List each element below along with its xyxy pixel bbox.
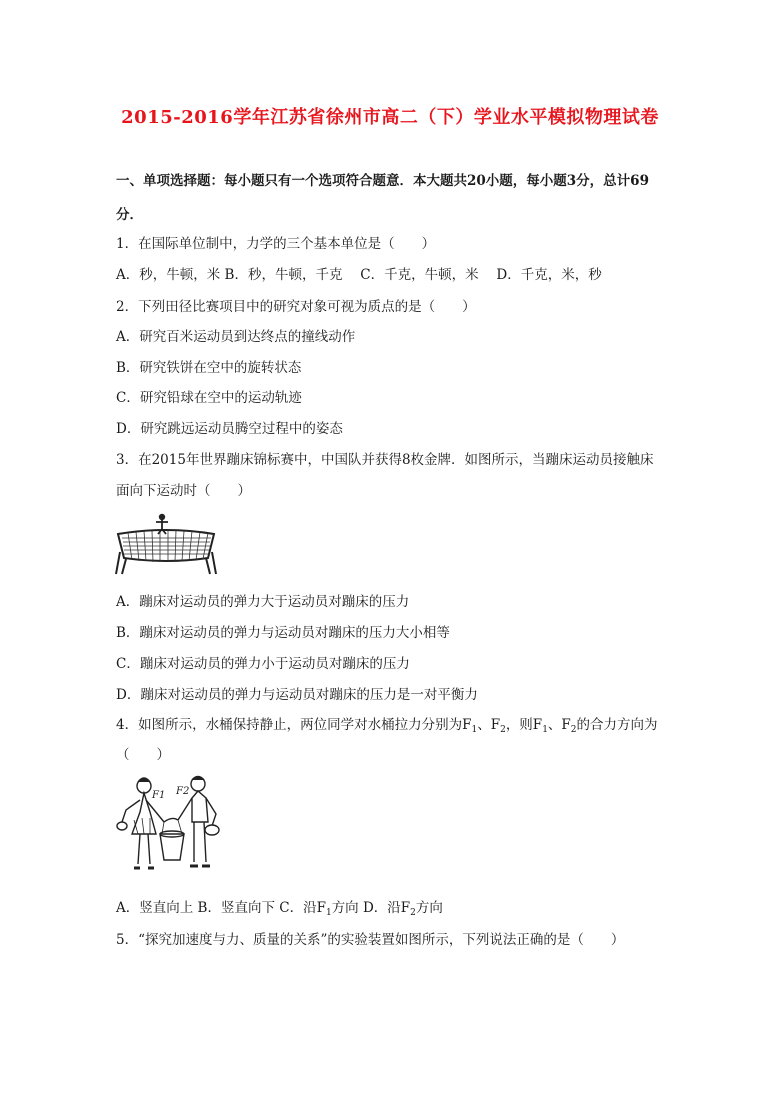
q2-option-d: D．研究跳远运动员腾空过程中的姿态 [116, 421, 343, 437]
q4-stem-part3: 的合力方向为 [576, 717, 658, 733]
q3-option-d: D．蹦床对运动员的弹力与运动员对蹦床的压力是一对平衡力 [116, 687, 478, 703]
q5-stem: 5．“探究加速度与力、质量的关系”的实验装置如图所示，下列说法正确的是（ ） [116, 932, 625, 948]
q4-stem-sub4: 2 [570, 725, 577, 735]
q4-stem-line2: （ ） [116, 747, 170, 763]
q4-opt-part2: 方向 D．沿F [331, 900, 411, 916]
q4-opt-part1: A．竖直向上 B．竖直向下 C．沿F [116, 900, 326, 916]
q2-stem: 2．下列田径比赛项目中的研究对象可视为质点的是（ ） [116, 299, 476, 315]
q1-options: A．秒，牛顿，米 B．秒，牛顿，千克 C．千克，牛顿，米 D．千克，米，秒 [116, 267, 602, 283]
q4-stem-sub3: 1 [542, 725, 548, 735]
q2-option-b: B．研究铁饼在空中的旋转状态 [116, 360, 302, 376]
f2-label: F2 [176, 786, 190, 797]
q2-option-a: A．研究百米运动员到达终点的撞线动作 [116, 329, 356, 345]
q4-opt-sub1: 1 [325, 908, 332, 918]
q4-options [116, 899, 443, 922]
section-heading-line1: 一、单项选择题：每小题只有一个选项符合题意．本大题共20小题，每小题3分，总计69 [116, 173, 649, 189]
bucket-pull-figure [112, 772, 228, 884]
q3-option-a: A．蹦床对运动员的弹力大于运动员对蹦床的压力 [116, 594, 410, 610]
trampoline-figure [112, 512, 220, 576]
q4-stem-sub1: 1 [471, 725, 478, 735]
q4-opt-part3: 方向 [415, 900, 443, 916]
q4-stem-part1: 4．如图所示，水桶保持静止，两位同学对水桶拉力分别为F [116, 717, 472, 733]
q4-stem-line1 [116, 716, 658, 739]
q4-stem-sub2: 2 [500, 725, 506, 735]
q2-option-c: C．研究铅球在空中的运动轨迹 [116, 390, 302, 406]
q3-option-c: C．蹦床对运动员的弹力小于运动员对蹦床的压力 [116, 656, 410, 672]
q4-stem-sep2: 、F [547, 717, 571, 733]
q4-stem-part2: ，则F [505, 717, 543, 733]
q3-option-b: B．蹦床对运动员的弹力与运动员对蹦床的压力大小相等 [116, 625, 450, 641]
q1-stem: 1．在国际单位制中，力学的三个基本单位是（ ） [116, 236, 436, 252]
f1-label: F1 [152, 790, 166, 801]
section-heading-line2: 分． [116, 207, 143, 223]
exam-title: 2015-2016学年江苏省徐州市高二（下）学业水平模拟物理试卷 [121, 107, 659, 128]
q4-stem-sep: 、F [477, 717, 501, 733]
q4-opt-sub2: 2 [410, 908, 416, 918]
q3-stem-line2: 面向下运动时（ ） [116, 483, 251, 499]
q3-stem-line1: 3．在2015年世界蹦床锦标赛中，中国队并获得8枚金牌．如图所示，当蹦床运动员接触床 [116, 452, 654, 468]
